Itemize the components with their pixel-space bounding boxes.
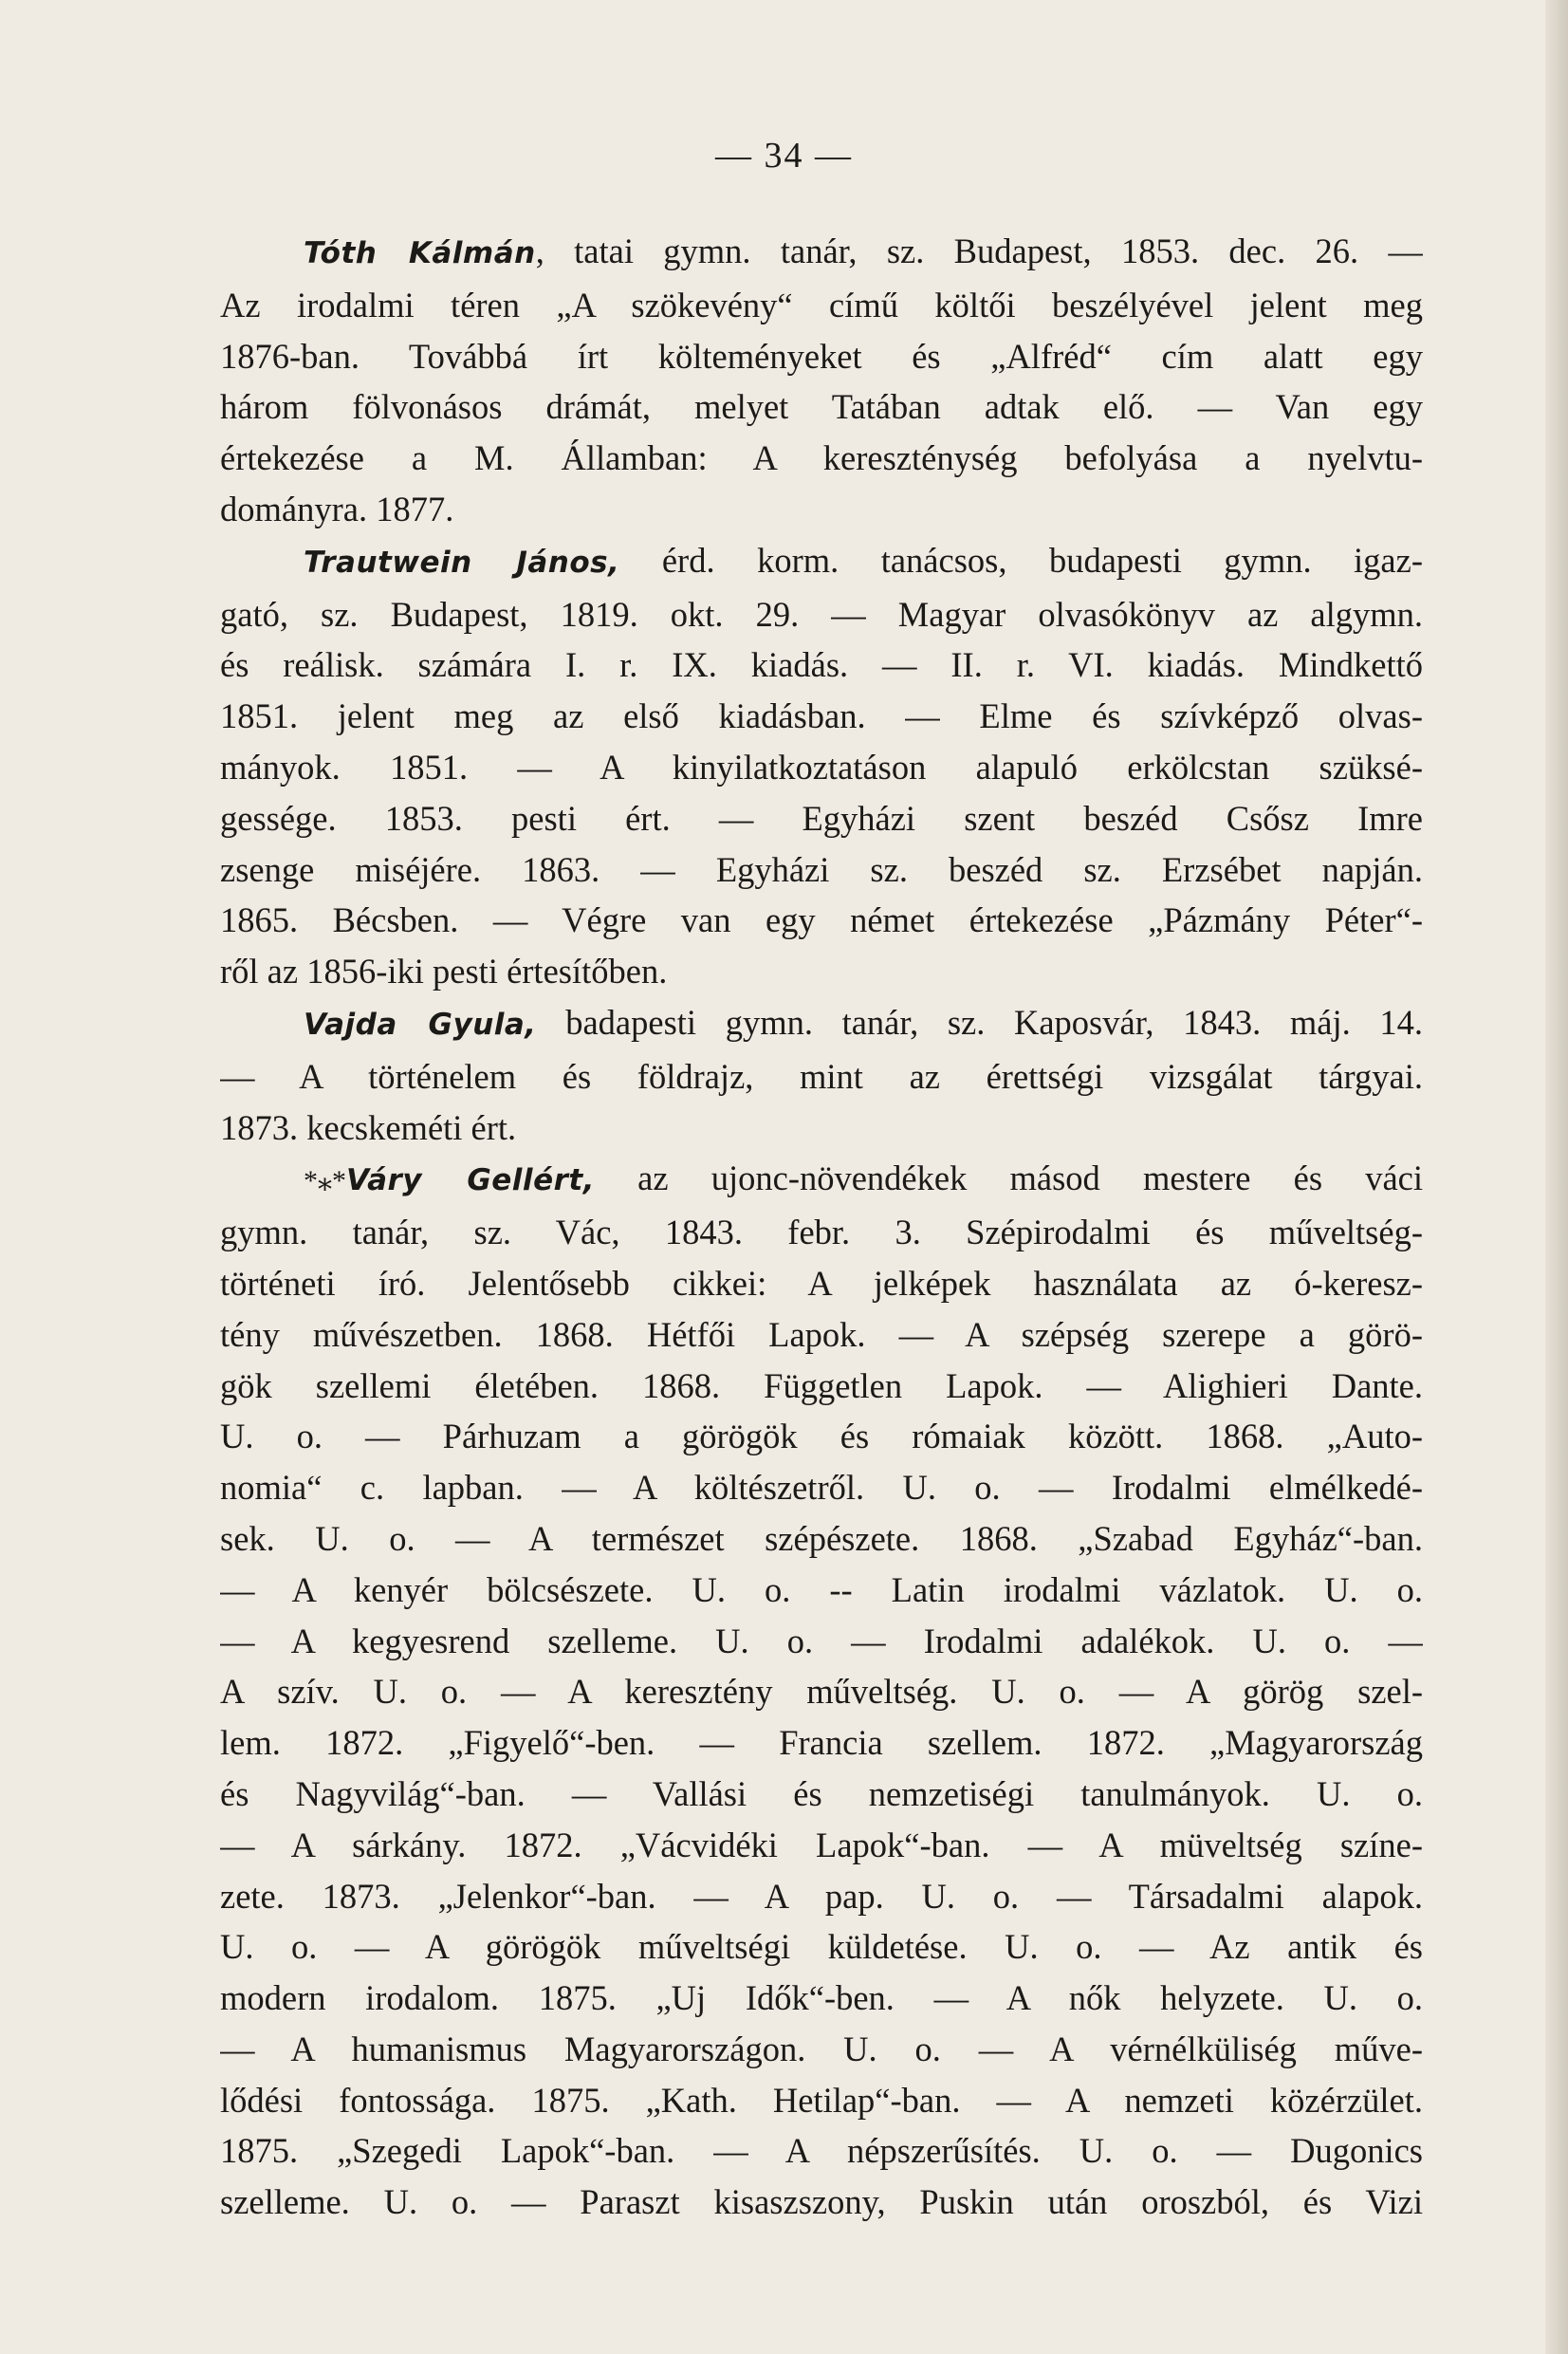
text-line: — A sárkány. 1872. „Vácvidéki Lapok“-ban. — A müveltség színe- <box>220 1825 1423 1864</box>
page-edge-shadow <box>1545 0 1568 2354</box>
author-name: Váry Gellért, <box>346 1163 595 1198</box>
asterism-marker: *⁎* <box>304 1165 346 1197</box>
text-line: Az irodalmi téren „A szökevény“ című költői beszélyével jelent meg <box>220 285 1423 324</box>
text-line: zsenge miséjére. 1863. — Egyházi sz. beszéd sz. Erzsébet napján. <box>220 849 1423 889</box>
text-line: és reálisk. számára I. r. IX. kiadás. — II. r. VI. kiadás. Mindkettő <box>220 645 1423 685</box>
text-line: — A történelem és földrajz, mint az érettségi vizsgálat tárgyai. <box>220 1056 1423 1096</box>
text-line: szelleme. U. o. — Paraszt kisaszszony, Puskin után oroszból, és Vizi <box>220 2182 1423 2222</box>
entry-first-line <box>220 535 1423 589</box>
author-name: Vajda Gyula, <box>304 1007 537 1042</box>
text-line: U. o. — Párhuzam a görögök és rómaiak között. 1868. „Auto- <box>220 1417 1423 1456</box>
text-line: ről az 1856-iki pesti értesítőben. <box>220 952 668 992</box>
text-line: U. o. — A görögök műveltségi küldetése. U. o. — Az antik és <box>220 1927 1423 1967</box>
text-line: 1873. kecskeméti ért. <box>220 1107 517 1147</box>
text-line: — A humanismus Magyarországon. U. o. — A vérnélküliség műve- <box>220 2029 1423 2068</box>
text-line: 1865. Bécsben. — Végre van egy német értekezése „Pázmány Péter“- <box>220 900 1423 940</box>
text-line: tény művészetben. 1868. Hétfői Lapok. — A szépség szerepe a görö- <box>220 1314 1423 1354</box>
entry-first-line <box>220 226 1423 280</box>
text-line: 1851. jelent meg az első kiadásban. — Elme és szívképző olvas- <box>220 696 1423 736</box>
author-name: Trautwein János, <box>304 545 620 580</box>
text-line: három fölvonásos drámát, melyet Tatában adtak elő. — Van egy <box>220 387 1423 427</box>
text-line: zete. 1873. „Jelenkor“-ban. — A pap. U. o. — Társadalmi alapok. <box>220 1876 1423 1916</box>
entry-trautwein-janos <box>220 535 1423 997</box>
entry-vary-gellert <box>220 1153 1423 2228</box>
text-line: 1875. „Szegedi Lapok“-ban. — A népszerűsítés. U. o. — Dugonics <box>220 2131 1423 2171</box>
text-line: gessége. 1853. pesti ért. — Egyházi szent beszéd Csősz Imre <box>220 798 1423 838</box>
text-line: 1876-ban. Továbbá írt költeményeket és „Alfréd“ cím alatt egy <box>220 336 1423 376</box>
entry-toth-kalman <box>220 226 1423 535</box>
text-line: történeti író. Jelentősebb cikkei: A jelképek használata az ó-keresz- <box>220 1263 1423 1303</box>
text-line: A szív. U. o. — A keresztény műveltség. U. o. — A görög szel- <box>220 1672 1423 1712</box>
text-line: mányok. 1851. — A kinyilatkoztatáson alapuló erkölcstan szüksé- <box>220 747 1423 787</box>
entry-vajda-gyula <box>220 997 1423 1153</box>
page-number: — 34 — <box>715 136 853 176</box>
text-line: dományra. 1877. <box>220 489 454 528</box>
text-line: badapesti gymn. tanár, sz. Kaposvár, 1843. máj. 14. <box>536 1002 1423 1042</box>
page-body <box>220 226 1423 2228</box>
text-line: sek. U. o. — A természet szépészete. 1868. „Szabad Egyház“-ban. <box>220 1518 1423 1558</box>
text-line: gató, sz. Budapest, 1819. okt. 29. — Magyar olvasókönyv az algymn. <box>220 594 1423 634</box>
entry-first-line <box>220 1153 1423 1207</box>
text-line: , tatai gymn. tanár, sz. Budapest, 1853. dec. 26. — <box>535 232 1423 270</box>
text-line: — A kegyesrend szelleme. U. o. — Irodalmi adalékok. U. o. — <box>220 1621 1423 1660</box>
author-name: Tóth Kálmán <box>304 236 536 270</box>
text-line: az ujonc-növendékek másod mestere és váci <box>594 1158 1423 1198</box>
text-line: modern irodalom. 1875. „Uj Idők“-ben. — A nők helyzete. U. o. <box>220 1978 1423 2018</box>
text-line: értekezése a M. Államban: A kereszténység befolyása a nyelvtu- <box>220 438 1423 478</box>
text-line: lődési fontossága. 1875. „Kath. Hetilap“-ban. — A nemzeti közérzület. <box>220 2080 1423 2120</box>
text-line: — A kenyér bölcsészete. U. o. -- Latin irodalmi vázlatok. U. o. <box>220 1569 1423 1609</box>
text-line: gymn. tanár, sz. Vác, 1843. febr. 3. Szépirodalmi és műveltség- <box>220 1213 1423 1252</box>
text-line: gök szellemi életében. 1868. Független Lapok. — Alighieri Dante. <box>220 1365 1423 1405</box>
text-line: érd. korm. tanácsos, budapesti gymn. igaz- <box>619 540 1423 580</box>
entry-first-line <box>220 997 1423 1051</box>
text-line: és Nagyvilág“-ban. — Vallási és nemzetiségi tanulmányok. U. o. <box>220 1773 1423 1813</box>
text-line: nomia“ c. lapban. — A költészetről. U. o. — Irodalmi elmélkedé- <box>220 1468 1423 1508</box>
text-line: lem. 1872. „Figyelő“-ben. — Francia szellem. 1872. „Magyarország <box>220 1723 1423 1763</box>
